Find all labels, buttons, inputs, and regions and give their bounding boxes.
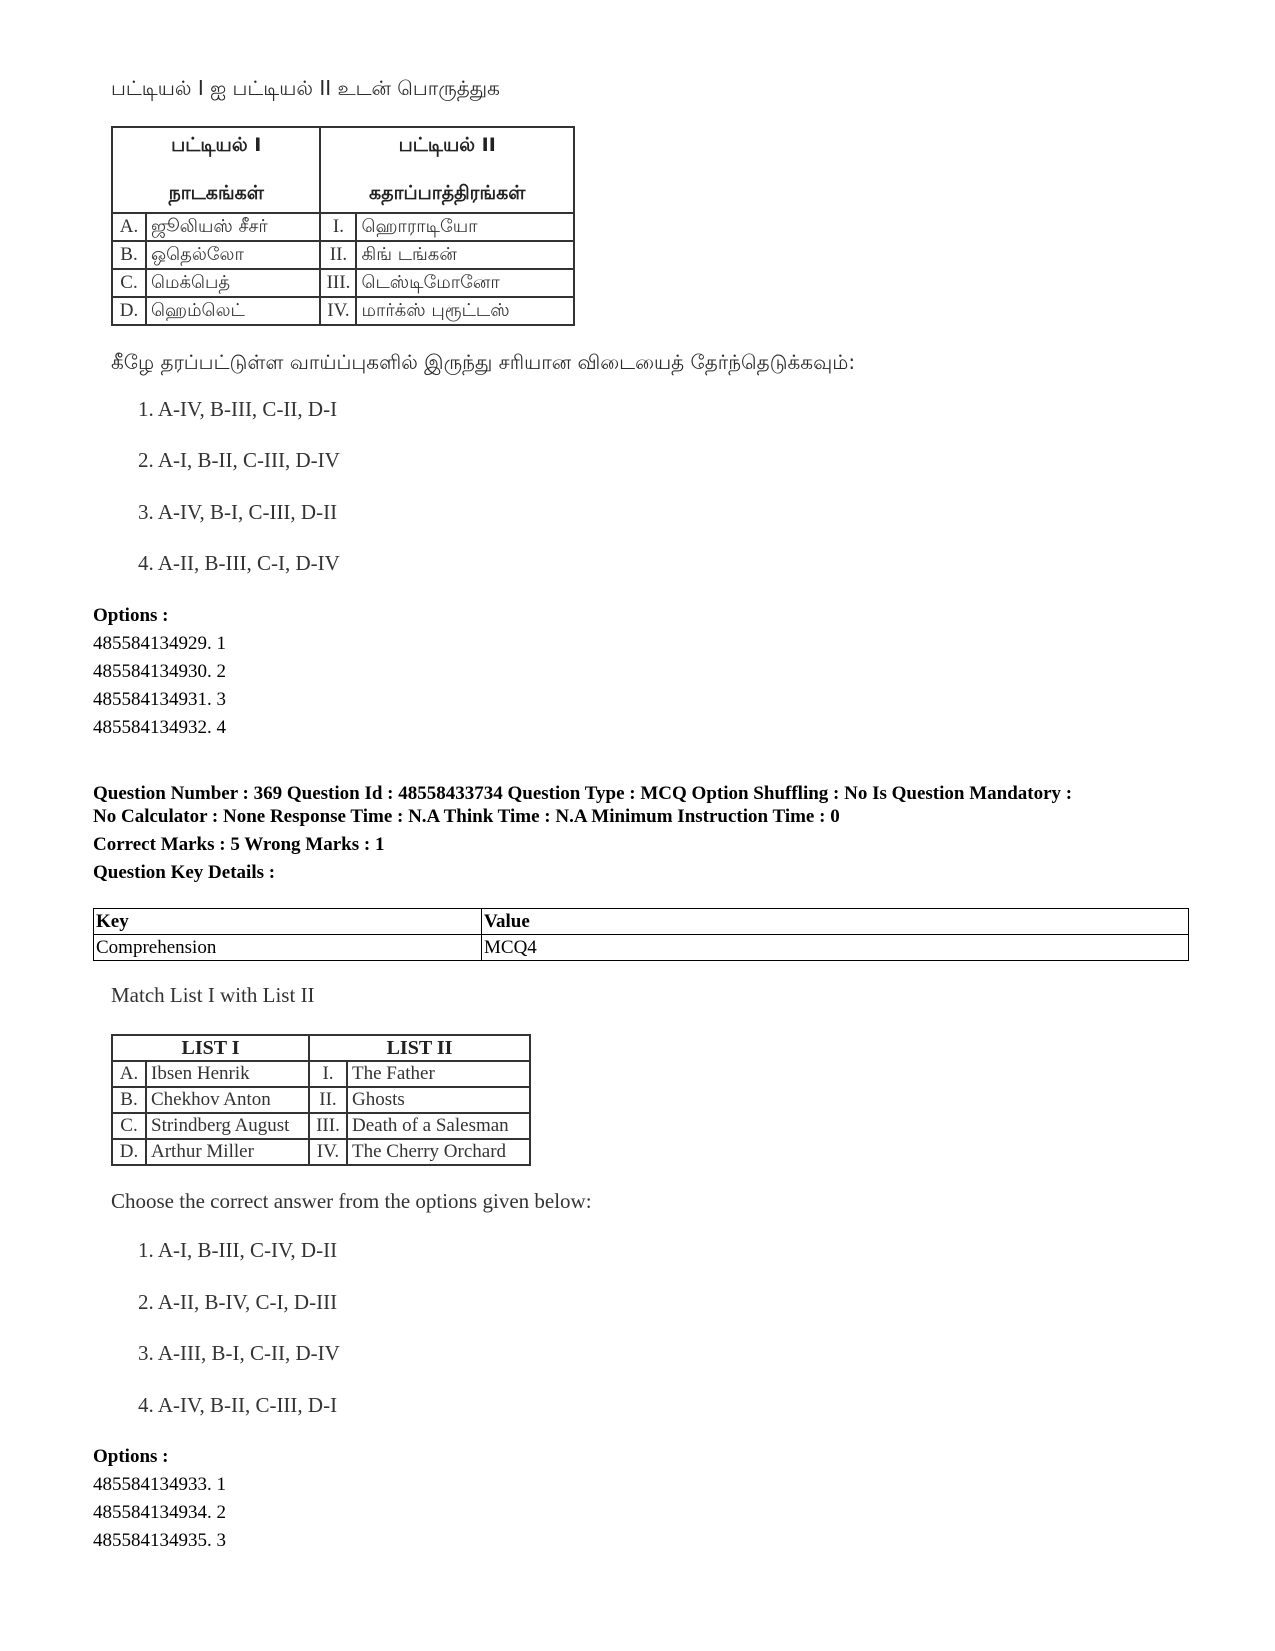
q2-option-1: 485584134933. 1 xyxy=(93,1474,226,1495)
q2-marks: Correct Marks : 5 Wrong Marks : 1 xyxy=(93,834,385,855)
q1-option-3: 485584134931. 3 xyxy=(93,689,226,710)
q1-option-2: 485584134930. 2 xyxy=(93,661,226,682)
q1-choice-2: 2. A-I, B-II, C-III, D-IV xyxy=(138,448,340,472)
q2-match-table xyxy=(111,1034,531,1166)
table-row: C. Strindberg August III. Death of a Salesman xyxy=(112,1113,530,1139)
q2-meta-line1: Question Number : 369 Question Id : 48558433734 Question Type : MCQ Option Shuffling : No Is Question Mandatory : xyxy=(93,783,1073,804)
table-row: B. Chekhov Anton II. Ghosts xyxy=(112,1087,530,1113)
table-row: Key Value xyxy=(94,909,1189,935)
q1-options-label: Options : xyxy=(93,605,169,626)
q2-option-2: 485584134934. 2 xyxy=(93,1502,226,1523)
q2-meta-line2: No Calculator : None Response Time : N.A Think Time : N.A Minimum Instruction Time : 0 xyxy=(93,806,840,827)
q1-choice-1: 1. A-IV, B-III, C-II, D-I xyxy=(138,397,338,421)
table-row: A. ஜூலியஸ் சீசர் I. ஹொராடியோ xyxy=(112,213,574,241)
table-row: C. மெக்பெத் III. டெஸ்டிமோனோ xyxy=(112,269,574,297)
table-row: B. ஒதெல்லோ II. கிங் டங்கன் xyxy=(112,241,574,269)
q2-col1-header: LIST I xyxy=(112,1035,309,1061)
table-row: Comprehension MCQ4 xyxy=(94,935,1189,961)
q2-choice-4: 4. A-IV, B-II, C-III, D-I xyxy=(138,1393,338,1417)
q1-choice-3: 3. A-IV, B-I, C-III, D-II xyxy=(138,500,338,524)
table-row: D. Arthur Miller IV. The Cherry Orchard xyxy=(112,1139,530,1165)
q1-choice-4: 4. A-II, B-III, C-I, D-IV xyxy=(138,551,340,575)
q1-option-4: 485584134932. 4 xyxy=(93,717,226,738)
q2-choice-3: 3. A-III, B-I, C-II, D-IV xyxy=(138,1341,340,1365)
q1-prompt: கீழே தரப்பட்டுள்ள வாய்ப்புகளில் இருந்து சரியான விடையைத் தேர்ந்தெடுக்கவும்: xyxy=(111,350,856,374)
q1-instruction: பட்டியல் I ஐ பட்டியல் II உடன் பொருத்துக xyxy=(111,76,500,100)
q1-col1-header: பட்டியல் I நாடகங்கள் xyxy=(112,127,320,213)
q2-option-3: 485584134935. 3 xyxy=(93,1530,226,1551)
q2-key-table xyxy=(93,908,1189,961)
q2-key-details-label: Question Key Details : xyxy=(93,862,276,883)
q1-option-1: 485584134929. 1 xyxy=(93,633,226,654)
q2-prompt: Choose the correct answer from the options given below: xyxy=(111,1189,592,1213)
q2-options-label: Options : xyxy=(93,1446,169,1467)
q2-instruction: Match List I with List II xyxy=(111,983,315,1007)
q2-col2-header: LIST II xyxy=(309,1035,530,1061)
table-row: D. ஹெம்லெட் IV. மார்க்ஸ் புரூட்டஸ் xyxy=(112,297,574,325)
q2-choice-1: 1. A-I, B-III, C-IV, D-II xyxy=(138,1238,338,1262)
table-row: A. Ibsen Henrik I. The Father xyxy=(112,1061,530,1087)
q1-col2-header: பட்டியல் II கதாப்பாத்திரங்கள் xyxy=(320,127,574,213)
q2-choice-2: 2. A-II, B-IV, C-I, D-III xyxy=(138,1290,338,1314)
q1-match-table xyxy=(111,126,575,326)
